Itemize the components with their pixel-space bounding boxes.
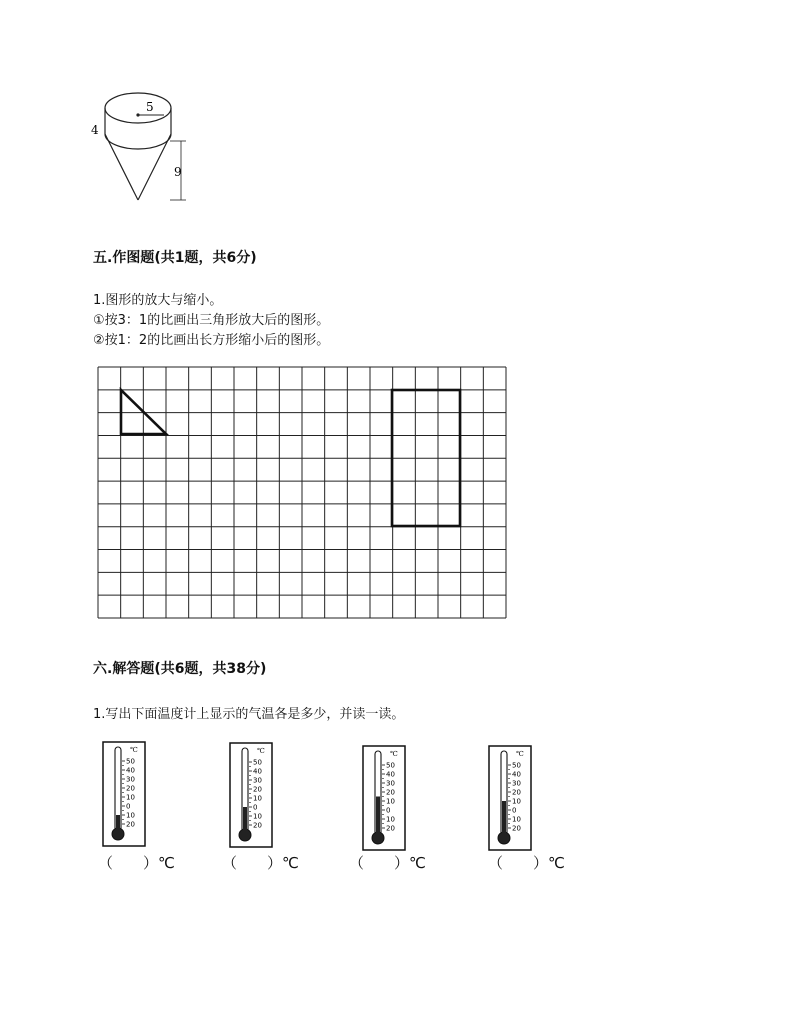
- thermometer-tick-label: 30: [126, 775, 135, 784]
- thermometer-tick-label: 10: [126, 793, 135, 802]
- thermometer-tick-label: 0: [126, 802, 131, 811]
- thermometer-tick-label: 40: [253, 767, 262, 776]
- thermometer-frame: [363, 746, 405, 850]
- thermometer-tick-label: 40: [126, 766, 135, 775]
- thermometer-tick-label: 20: [126, 784, 135, 793]
- thermometer-4: [488, 745, 532, 851]
- thermometer-1: [102, 741, 146, 847]
- thermometer-frame: [230, 743, 272, 847]
- thermometer-frame: [489, 746, 531, 850]
- cylinder-cone-figure: [88, 88, 198, 208]
- cylinder-top-ellipse: [105, 93, 171, 123]
- thermometer-tick-label: 10: [253, 812, 262, 821]
- question-line-3: ②按1：2的比画出长方形缩小后的图形。: [93, 333, 330, 348]
- thermometer-tick-label: 20: [253, 821, 262, 830]
- question-line-2: ①按3：1的比画出三角形放大后的图形。: [93, 313, 330, 328]
- thermometer-tick-label: 20: [512, 788, 521, 797]
- thermometer-tick-label: 0: [386, 806, 391, 815]
- thermometer-tick-label: 50: [126, 757, 135, 766]
- thermometer-tick-label: 10: [386, 797, 395, 806]
- section-title-drawing: 五.作图题(共1题，共6分): [93, 250, 257, 266]
- thermometer-fill: [116, 815, 120, 833]
- grid-lines: [98, 367, 506, 618]
- radius-label: 5: [146, 100, 154, 114]
- thermometer-frame: [103, 742, 145, 846]
- question-line-1: 1.图形的放大与缩小。: [93, 293, 223, 308]
- cylinder-height-label: 4: [91, 123, 99, 137]
- answer-blank-4[interactable]: （ ）℃: [488, 854, 565, 872]
- thermometer-tick-label: 0: [253, 803, 258, 812]
- thermometer-tick-label: 0: [512, 806, 517, 815]
- thermometer-tick-label: 20: [512, 824, 521, 833]
- answer-blank-3[interactable]: （ ）℃: [349, 854, 426, 872]
- thermometer-tick-label: 10: [512, 797, 521, 806]
- thermometer-tick-label: 10: [386, 815, 395, 824]
- thermometer-unit: ℃: [516, 750, 524, 758]
- section-title-answers: 六.解答题(共6题，共38分): [93, 661, 267, 677]
- thermometer-tick-label: 20: [253, 785, 262, 794]
- thermometer-tick-label: 30: [512, 779, 521, 788]
- thermometer-tick-label: 20: [386, 824, 395, 833]
- thermometer-unit: ℃: [130, 746, 138, 754]
- thermometer-tick-label: 20: [386, 788, 395, 797]
- thermometer-fill: [376, 797, 380, 838]
- thermometer-tick-label: 20: [126, 820, 135, 829]
- thermometer-tick-label: 50: [253, 758, 262, 767]
- thermometer-tick-label: 50: [386, 761, 395, 770]
- thermometer-tick-label: 30: [386, 779, 395, 788]
- thermometer-unit: ℃: [257, 747, 265, 755]
- thermometer-tick-label: 40: [512, 770, 521, 779]
- thermometer-unit: ℃: [390, 750, 398, 758]
- thermometer-tick-label: 30: [253, 776, 262, 785]
- cone-height-label: 9: [174, 165, 182, 179]
- thermometer-2: [229, 742, 273, 848]
- answer-blank-1[interactable]: （ ）℃: [98, 854, 175, 872]
- thermometer-tick-label: 10: [253, 794, 262, 803]
- thermometer-tick-label: 50: [512, 761, 521, 770]
- answer-blank-2[interactable]: （ ）℃: [222, 854, 299, 872]
- thermometer-tick-label: 10: [512, 815, 521, 824]
- drawing-grid[interactable]: [97, 366, 507, 619]
- thermometer-tick-label: 10: [126, 811, 135, 820]
- thermometer-tick-label: 40: [386, 770, 395, 779]
- thermometer-fill: [502, 801, 506, 837]
- thermometer-fill: [243, 807, 247, 834]
- question-thermometers: 1.写出下面温度计上显示的气温各是多少，并读一读。: [93, 707, 405, 722]
- thermometer-3: [362, 745, 406, 851]
